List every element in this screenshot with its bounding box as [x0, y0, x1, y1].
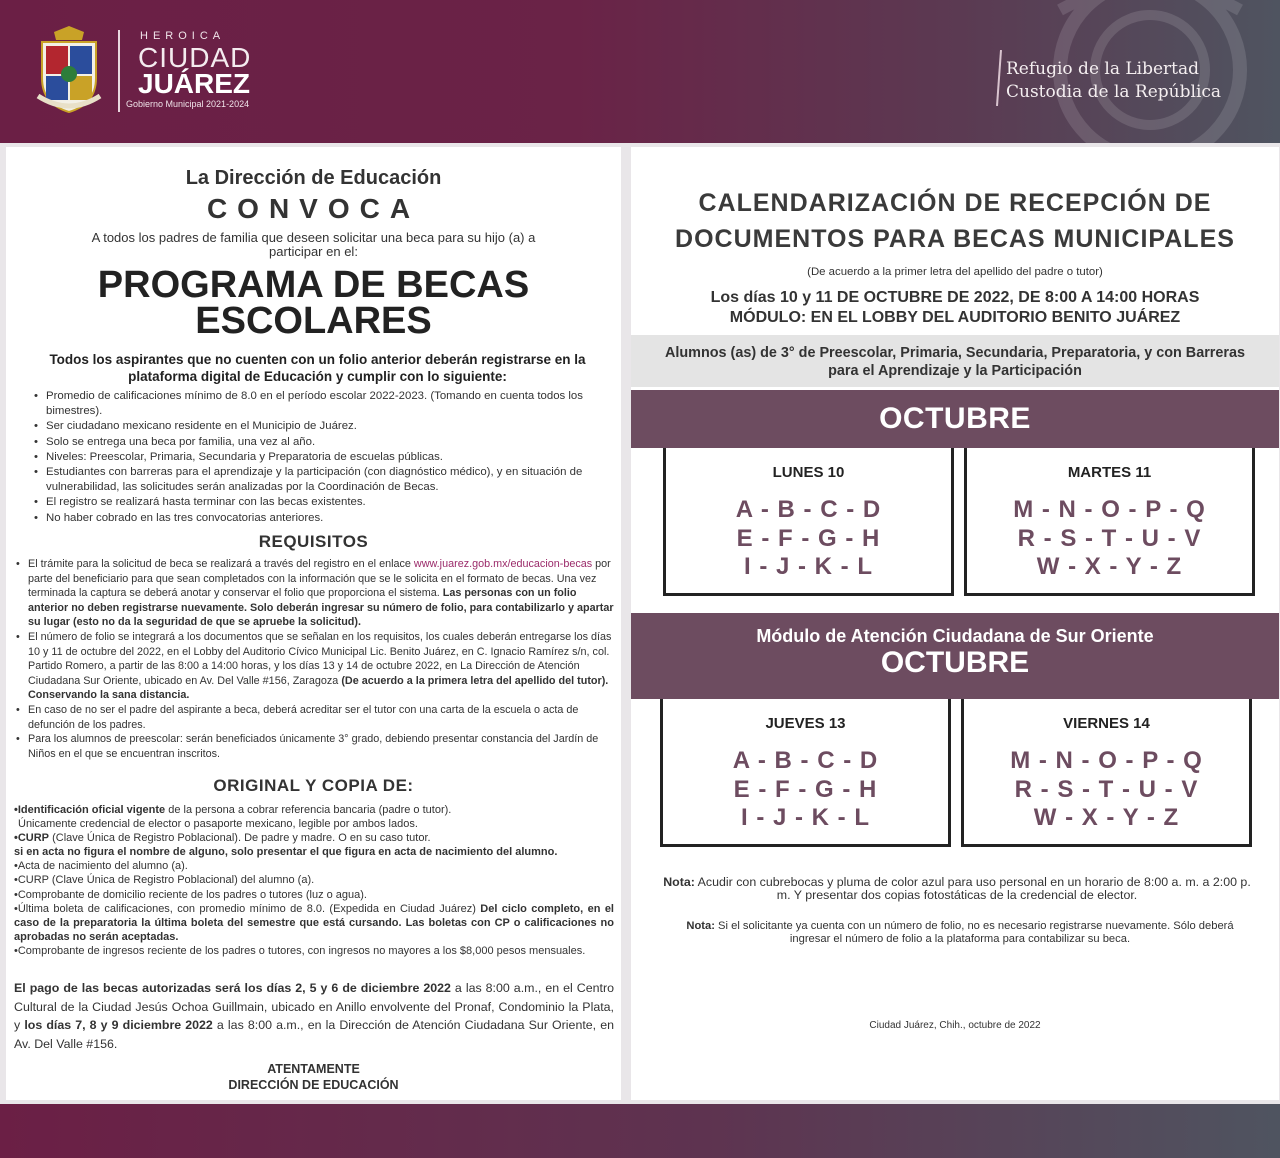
o3-bold: si en acta no figura el nombre de alguno, solo presentar el que figura en acta de nacimiento del alumno.	[14, 846, 558, 859]
list-item	[14, 902, 614, 944]
req1-bold: Las personas con un folio anterior no deben registrarse nuevamente. Solo deberán ingresar su número de folio, para contabilizarlo y apartar su lugar (esto no da la seguridad de que se apruebe la solicitud).	[28, 587, 614, 629]
o1-text: de la persona a cobrar referencia bancaria (padre o tutor).	[165, 804, 452, 816]
list-item	[14, 557, 614, 630]
list-item: Únicamente credencial de elector o pasaporte mexicano, legible por ambos lados.	[18, 818, 418, 831]
original-copia-heading: ORIGINAL Y COPIA DE:	[213, 776, 414, 795]
month-label: OCTUBRE	[879, 402, 1031, 435]
list-item: • Estudiantes con barreras para el aprendizaje y la participación (con diagnóstico médico), y en situación de vulnerabilidad, las solicitudes serán analizadas por la Coordinación de Becas.	[32, 465, 600, 495]
req2-text: El número de folio se integrará a los documentos que se señalan en los requisitos, los cuales deberán entregarse los días 10 y 11 de octubre del 2022, en el Lobby del Auditorio Cívico Municipal Lic. Benito Juárez, en C. Ignacio Ramírez s/n, col. Partido Romero, a partir de las 8:00 a 14:00 horas, y los días 13 y 14 de octubre 2022, en La Dirección de Atención Ciudadana Sur Oriente, ubicado en Av. Del Valle #156, Zaragoza	[28, 630, 612, 687]
list-item: • Para los alumnos de preescolar: serán beneficiados únicamente 3° grado, debiendo presentar constancia del Jardín de Niños en el que se encuentran inscritos.	[14, 732, 614, 761]
day-label: VIERNES 14	[1063, 715, 1150, 732]
signature-block	[6, 1061, 621, 1093]
day-box-jueves	[660, 699, 951, 847]
juarez-label: JUÁREZ	[138, 68, 251, 99]
program-title-line-2: ESCOLARES	[195, 300, 432, 342]
list-item	[14, 803, 614, 817]
o1-bold: •Identificación oficial vigente	[14, 804, 166, 816]
heroica-label: HEROICA	[140, 30, 226, 42]
registration-note: Todos los aspirantes que no cuenten con un folio anterior deberán registrarse en la plataforma digital de Educación y cumplir con lo siguiente:	[49, 352, 586, 384]
dates-info	[631, 288, 1279, 328]
tagline-line-1: Refugio de la Libertad	[1006, 59, 1200, 79]
letter-row: M - N - O - P - Q	[1010, 747, 1203, 774]
convoca-heading: CONVOCA	[206, 193, 421, 224]
letter-row: I - J - K - L	[744, 553, 873, 580]
payment-info	[14, 979, 614, 1053]
modulo-line: MÓDULO: EN EL LOBBY DEL AUDITORIO BENITO JUÁREZ	[729, 309, 1181, 326]
list-item: • Ser ciudadano mexicano residente en el Municipio de Juárez.	[32, 419, 600, 434]
letter-groups	[967, 496, 1252, 582]
list-item: • El registro se realizará hasta terminar con las becas existentes.	[32, 495, 600, 510]
intro-text: A todos los padres de familia que deseen solicitar una beca para su hijo (a) a participar en el:	[91, 230, 536, 259]
calendar-panel	[631, 147, 1279, 1100]
list-item	[14, 630, 614, 703]
atentamente-label: ATENTAMENTE	[267, 1062, 360, 1076]
o2-bold: •CURP	[14, 832, 50, 845]
pay-bold-2: los días 7, 8 y 9 diciembre 2022	[24, 1018, 213, 1032]
day-label: MARTES 11	[1067, 464, 1152, 481]
letter-note: (De acuerdo a la primer letra del apellido del padre o tutor)	[807, 266, 1103, 278]
nota-1-text: Acudir con cubrebocas y pluma de color azul para uso personal en un horario de 8:00 a. m. a 2:00 p. m. Y presentar dos copias fotostáticas de la credencial de elector.	[694, 875, 1251, 902]
pay-text-2: a las 8:00 a.m., en la Dirección de Atención Ciudadana Sur Oriente, en Av. Del Valle #156.	[14, 1018, 615, 1051]
letter-row: W - X - Y - Z	[1036, 553, 1183, 580]
list-item: • En caso de no ser el padre del aspirante a beca, deberá acreditar ser el tutor con una carta de la escuela o acta de defunción de los padres.	[14, 703, 614, 732]
dates-line: Los días 10 y 11 DE OCTUBRE DE 2022, DE 8:00 A 14:00 HORAS	[710, 289, 1200, 306]
letter-row: R - S - T - U - V	[1014, 775, 1199, 803]
eligibility-list	[32, 389, 600, 526]
month-bar-1	[631, 390, 1279, 448]
tagline	[1006, 58, 1221, 104]
direccion-heading: La Dirección de Educación	[185, 167, 442, 189]
calendar-title	[631, 185, 1279, 257]
nota-2-text: Si el solicitante ya cuenta con un número de folio, no es necesario registrarse nuevamente. Sólo deberá ingresar el número de folio a la plataforma para contabilizar su beca.	[714, 920, 1234, 945]
letter-row: M - N - O - P - Q	[1013, 496, 1206, 523]
pay-bold-1: El pago de las becas autorizadas será los días 2, 5 y 6 de diciembre 2022	[14, 981, 451, 995]
req1-text: El trámite para la solicitud de beca se realizará a través del registro en el enlace	[28, 558, 414, 570]
requisitos-list	[14, 557, 614, 761]
o7-text: •Última boleta de calificaciones, con promedio mínimo de 8.0. (Expedida en Ciudad Juárez)	[14, 902, 481, 915]
letter-row: R - S - T - U - V	[1017, 524, 1202, 552]
gobierno-label: Gobierno Municipal 2021-2024	[126, 99, 250, 109]
nota-label: Nota:	[663, 875, 695, 889]
becas-link[interactable]: www.juarez.gob.mx/educacion-becas	[413, 558, 593, 570]
letter-row: W - X - Y - Z	[1033, 804, 1180, 831]
letter-groups	[964, 747, 1249, 833]
list-item: •Acta de nacimiento del alumno (a).	[14, 860, 188, 873]
list-item: • Niveles: Preescolar, Primaria, Secundaria y Preparatoria de escuelas públicas.	[32, 450, 600, 465]
letter-groups	[663, 747, 948, 833]
page-header	[0, 0, 1280, 143]
o2-text: (Clave Única de Registro Poblacional). De padre y madre. O en su caso tutor.	[49, 832, 431, 845]
calendar-title-line-2: DOCUMENTOS PARA BECAS MUNICIPALES	[675, 225, 1235, 253]
header-divider	[118, 30, 120, 112]
letter-groups	[666, 496, 951, 582]
day-box-lunes	[663, 448, 954, 596]
month-label: OCTUBRE	[880, 646, 1030, 679]
ciudad-label: CIUDAD	[138, 42, 252, 73]
list-item: • Promedio de calificaciones mínimo de 8.0 en el período escolar 2022-2023. (Tomando en cuenta todos los bimestres).	[32, 389, 600, 419]
letter-row: A - B - C - D	[732, 747, 879, 774]
city-crest-icon	[34, 26, 104, 114]
list-item: •CURP (Clave Única de Registro Poblacional) del alumno (a).	[14, 874, 315, 887]
tagline-line-2: Custodia de la República	[1006, 82, 1222, 102]
letter-row: A - B - C - D	[735, 496, 882, 523]
req2-bold: (De acuerdo a la primera letra del apellido del tutor). Conservando la sana distancia.	[28, 674, 609, 702]
o7-bold: Del ciclo completo, en el caso de la preparatoria la última boleta del semestre que está cursando. Las boletas con CP o calificaciones no aprobadas no serán aceptadas.	[14, 902, 614, 943]
letter-row: I - J - K - L	[741, 804, 870, 831]
requisitos-heading: REQUISITOS	[258, 532, 369, 551]
list-item: • Solo se entrega una beca por familia, una vez al año.	[32, 435, 600, 450]
list-item: • No haber cobrado en las tres convocatorias anteriores.	[32, 511, 600, 526]
nota-1	[657, 876, 1257, 902]
modulo-sur-oriente: Módulo de Atención Ciudadana de Sur Oriente	[756, 626, 1154, 646]
day-label: LUNES 10	[772, 464, 845, 481]
convocatoria-panel	[6, 147, 621, 1100]
list-item	[14, 831, 614, 845]
day-label: JUEVES 13	[765, 715, 846, 732]
place-date: Ciudad Juárez, Chih., octubre de 2022	[869, 1020, 1041, 1031]
program-title	[6, 264, 621, 342]
month-bar-2	[631, 613, 1279, 699]
program-title-line-1: PROGRAMA DE BECAS	[97, 264, 530, 306]
list-item	[14, 845, 614, 859]
documents-list	[14, 803, 614, 958]
letter-row: E - F - G - H	[733, 775, 878, 803]
direccion-label: DIRECCIÓN DE EDUCACIÓN	[228, 1078, 399, 1092]
req1-text-b: por parte del beneficiario para que sean completados con la información que se le solicita en el formato de becas. Una vez terminada la captura se deberá anotar y conservar el folio que proporciona el sistema.	[28, 558, 611, 600]
alumnos-text: Alumnos (as) de 3° de Preescolar, Primaria, Secundaria, Preparatoria, y con Barreras para el Aprendizaje y la Participación	[664, 345, 1246, 379]
page-footer	[0, 1104, 1280, 1158]
list-item: •Comprobante de ingresos reciente de los padres o tutores, con ingresos no mayores a los $8,000 pesos mensuales.	[14, 944, 586, 957]
nota-2	[665, 920, 1255, 946]
tagline-accent-icon	[996, 50, 1002, 106]
letter-row: E - F - G - H	[736, 524, 881, 552]
day-box-martes	[964, 448, 1255, 596]
list-item: •Comprobante de domicilio reciente de los padres o tutores (luz o agua).	[14, 888, 367, 901]
day-box-viernes	[961, 699, 1252, 847]
pay-text-1: a las 8:00 a.m., en el Centro Cultural de la Ciudad Jesús Ochoa Guillmain, ubicado en Anillo envolvente del Pronaf, Condominio la Plata, y	[14, 981, 614, 1032]
calendar-title-line-1: CALENDARIZACIÓN DE RECEPCIÓN DE	[698, 189, 1212, 217]
nota-label: Nota:	[686, 920, 715, 932]
